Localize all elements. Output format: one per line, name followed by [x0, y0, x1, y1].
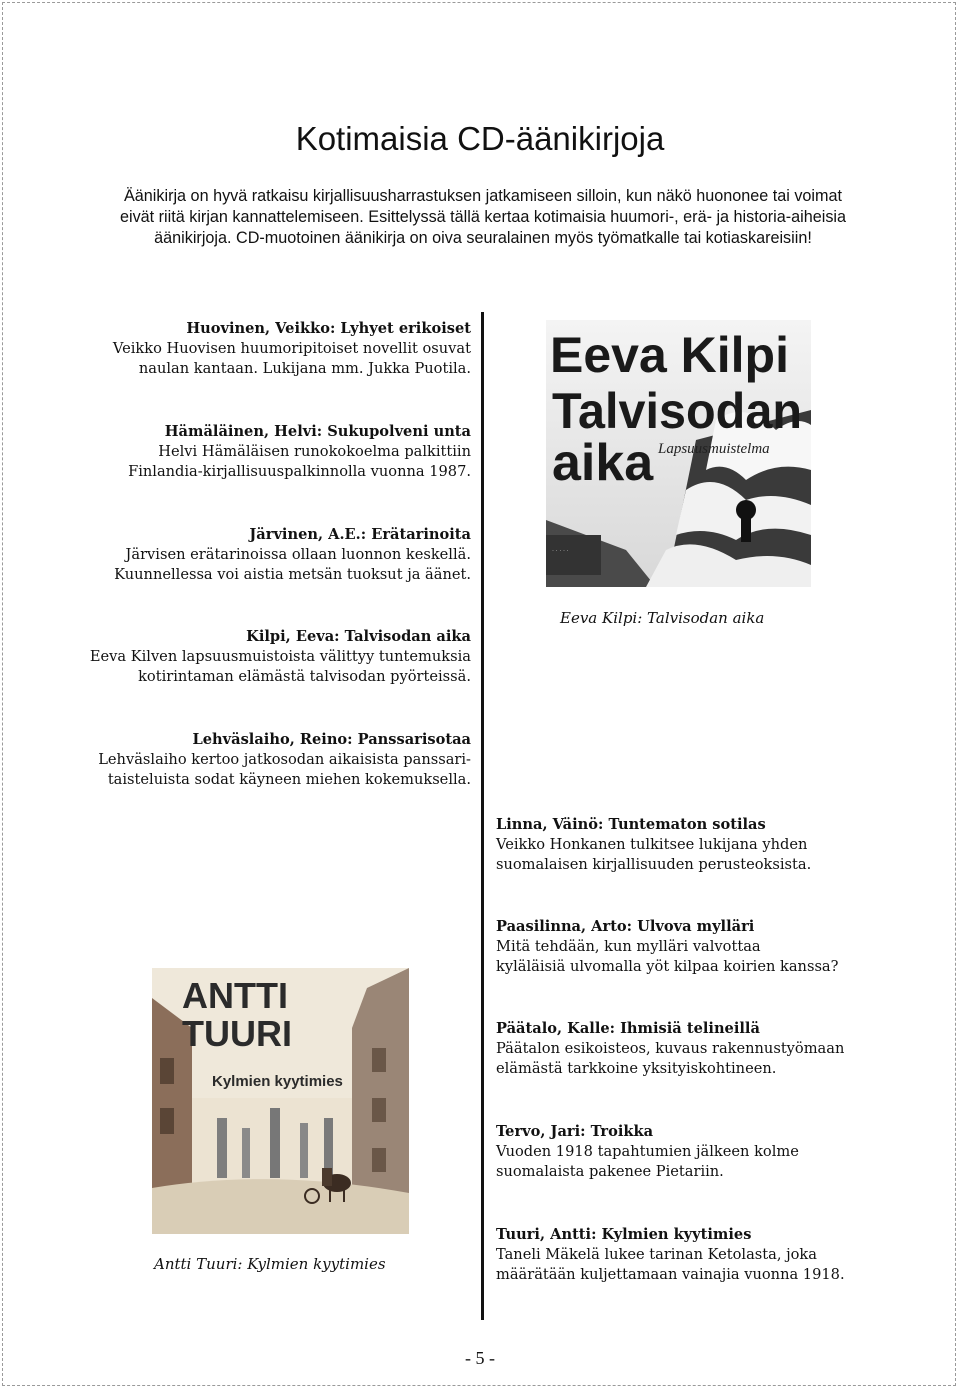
book-entry-linna: [496, 815, 936, 875]
book-entry-paasilinna: [496, 917, 936, 977]
page-title: Kotimaisia CD-äänikirjoja: [295, 120, 665, 157]
book-entry-hamalainen: [11, 422, 471, 482]
book-description-line: elämästä tarkkoine yksityiskohtineen.: [496, 1060, 777, 1077]
book-description-line: Mitä tehdään, kun mylläri valvottaa: [496, 938, 761, 955]
caption-tuuri: Antti Tuuri: Kylmien kyytimies: [154, 1255, 386, 1273]
book-entry-huovinen: [11, 319, 471, 379]
book-entry-kilpi: [11, 627, 471, 687]
intro-line: Äänikirja on hyvä ratkaisu kirjallisuusharrastuksen jatkamiseen silloin, kun näkö huononee tai voimat: [123, 187, 843, 205]
book-description-line: Vuoden 1918 tapahtumien jälkeen kolme: [496, 1143, 799, 1160]
book-heading: Kilpi, Eeva: Talvisodan aika: [246, 628, 471, 645]
book-heading: Tervo, Jari: Troikka: [496, 1123, 654, 1140]
book-description-line: kotirintaman elämästä talvisodan pyörteissä.: [138, 668, 471, 685]
book-description-line: Kuunnellessa voi aistia metsän tuoksut ja äänet.: [114, 566, 471, 583]
book-heading: Paasilinna, Arto: Ulvova mylläri: [496, 918, 755, 935]
book-description-line: Lehväslaiho kertoo jatkosodan aikaisista panssari-: [98, 751, 471, 768]
book-description-line: Veikko Huovisen huumoripitoiset novellit osuvat: [112, 340, 471, 357]
book-description-line: suomalaista pakenee Pietariin.: [496, 1163, 724, 1180]
book-description-line: Eeva Kilven lapsuusmuistoista välittyy tuntemuksia: [89, 648, 471, 665]
caption-kilpi: Eeva Kilpi: Talvisodan aika: [560, 609, 765, 627]
cover-author-line1-tuuri: ANTTI: [182, 975, 288, 1016]
column-divider: [481, 312, 484, 1320]
cover-illustration-kilpi: [546, 320, 811, 587]
page-number: - 5 -: [465, 1348, 495, 1368]
cover-image-kilpi: [546, 320, 811, 587]
book-entry-tuuri: [496, 1225, 936, 1285]
cover-illustration-tuuri: [152, 968, 409, 1234]
book-description-line: määrätään kuljettamaan vainajia vuonna 1918.: [496, 1266, 845, 1283]
book-entry-tervo: [496, 1122, 936, 1182]
book-description-line: suomalaisen kirjallisuuden perusteoksista.: [496, 856, 812, 873]
book-entry-lehvaslaiho: [11, 730, 471, 790]
svg-text:· · · · ·: · · · · ·: [552, 548, 569, 554]
book-description-line: Järvisen erätarinoissa ollaan luonnon keskellä.: [125, 546, 471, 563]
book-heading: Huovinen, Veikko: Lyhyet erikoiset: [186, 320, 471, 337]
cover-title-line2-kilpi: aika: [552, 434, 654, 492]
book-heading: Hämäläinen, Helvi: Sukupolveni unta: [164, 423, 471, 440]
cover-title-tuuri: Kylmien kyytimies: [212, 1073, 343, 1090]
cover-title-line1-kilpi: Talvisodan: [552, 383, 802, 439]
book-heading: Päätalo, Kalle: Ihmisiä telineillä: [496, 1020, 760, 1037]
intro-line: äänikirjoja. CD-muotoinen äänikirja on oiva seuralainen myös työmatkalle tai kotiaskareisiin!: [154, 229, 812, 247]
cover-image-tuuri: [152, 968, 409, 1234]
intro-paragraph: [40, 186, 926, 249]
intro-line: eivät riitä kirjan kannattelemiseen. Esittelyssä tällä kertaa kotimaisia huumori-, erä- ja historia-aiheisia: [119, 208, 847, 226]
book-entry-paatalo: [496, 1019, 936, 1079]
cover-author-line2-tuuri: TUURI: [182, 1013, 292, 1054]
book-heading: Lehväslaiho, Reino: Panssarisotaa: [192, 731, 471, 748]
book-heading: Linna, Väinö: Tuntematon sotilas: [496, 816, 766, 833]
book-description-line: Veikko Honkanen tulkitsee lukijana yhden: [496, 836, 808, 853]
book-description-line: Päätalon esikoisteos, kuvaus rakennustyömaan: [496, 1040, 845, 1057]
book-entry-jarvinen: [11, 525, 471, 585]
book-description-line: Finlandia-kirjallisuuspalkinnolla vuonna 1987.: [128, 463, 471, 480]
book-description-line: Helvi Hämäläisen runokokoelma palkittiin: [158, 443, 471, 460]
book-description-line: naulan kantaan. Lukijana mm. Jukka Puotila.: [138, 360, 471, 377]
book-heading: Järvinen, A.E.: Erätarinoita: [249, 526, 471, 543]
book-description-line: taisteluista sodat käyneen miehen kokemuksella.: [107, 771, 471, 788]
book-description-line: Taneli Mäkelä lukee tarinan Ketolasta, joka: [496, 1246, 817, 1263]
cover-author-kilpi: Eeva Kilpi: [550, 327, 789, 383]
book-heading: Tuuri, Antti: Kylmien kyytimies: [496, 1226, 752, 1243]
book-description-line: kyläläisiä ulvomalla yöt kilpaa koirien kanssa?: [496, 958, 839, 975]
cover-subtitle-kilpi: Lapsuusmuistelma: [658, 441, 770, 457]
